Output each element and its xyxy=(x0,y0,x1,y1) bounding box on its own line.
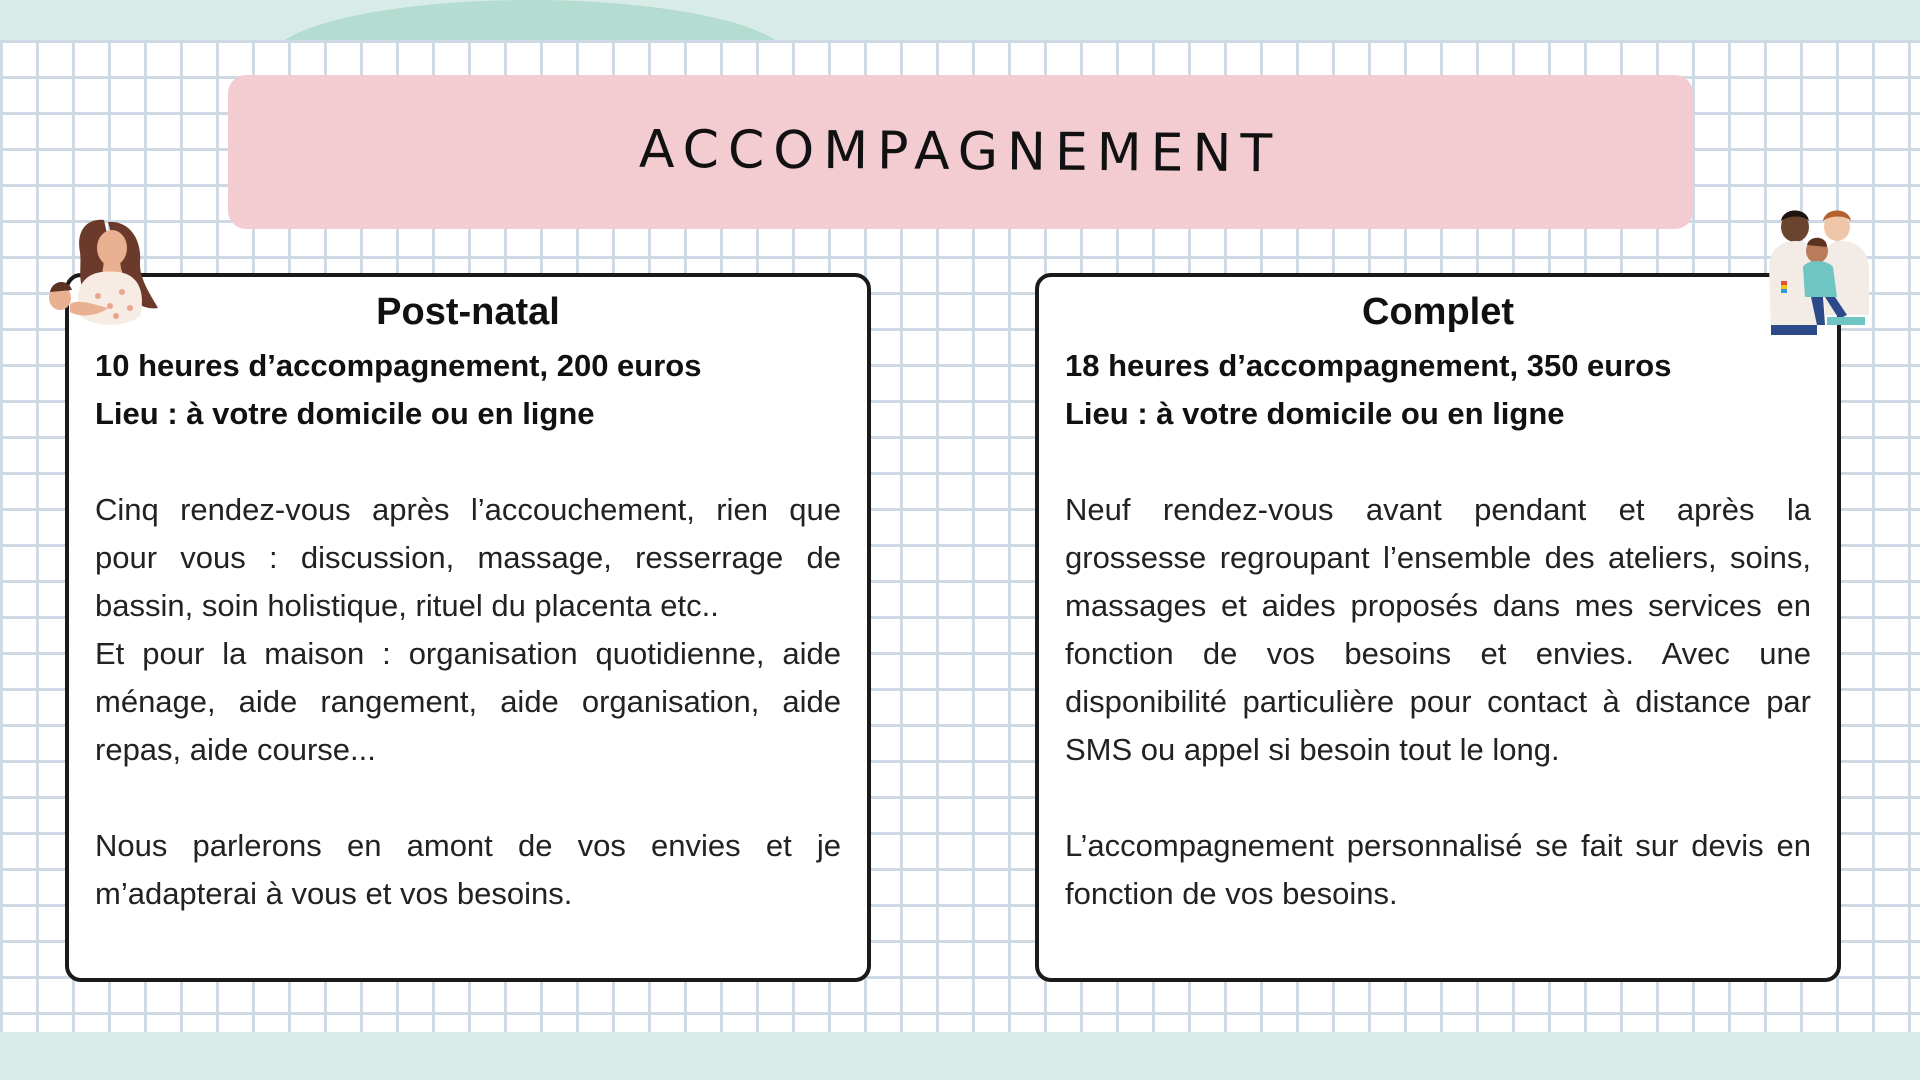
card-description: Nous parlerons en amont de vos envies et je m’adapterai à vous et vos besoins. xyxy=(95,828,841,911)
card-post-natal xyxy=(65,273,871,982)
card-title: Complet xyxy=(1362,291,1514,333)
card-description: Neuf rendez-vous avant pendant et après la grossesse regroupant l’ensemble des ateliers, soins, massages et aides proposés dans mes services en fonction de vos besoins et envies. Avec une disponibilité particulière pour contact à distance par SMS ou appel si besoin tout le long. xyxy=(1065,492,1811,767)
card-complet xyxy=(1035,273,1841,982)
card-body xyxy=(1065,342,1811,918)
card-title: Post-natal xyxy=(376,291,560,333)
card-body xyxy=(95,342,841,918)
top-band xyxy=(0,0,1920,40)
card-description: Et pour la maison : organisation quotidienne, aide ménage, aide rangement, aide organisation, aide repas, aide course... xyxy=(95,636,841,767)
top-wave-decoration xyxy=(270,0,790,40)
two-fathers-with-child-icon xyxy=(1765,205,1875,340)
card-price: 10 heures d’accompagnement, 200 euros xyxy=(95,348,702,383)
bottom-band xyxy=(0,1032,1920,1080)
page-header xyxy=(228,75,1693,229)
card-price: 18 heures d’accompagnement, 350 euros xyxy=(1065,348,1672,383)
mother-with-baby-icon xyxy=(46,212,166,332)
card-location: Lieu : à votre domicile ou en ligne xyxy=(1065,396,1565,431)
card-description: L’accompagnement personnalisé se fait sur devis en fonction de vos besoins. xyxy=(1065,828,1811,911)
page-title: ACCOMPAGNEMENT xyxy=(639,119,1282,185)
card-description: Cinq rendez-vous après l’accouchement, rien que pour vous : discussion, massage, resserrage de bassin, soin holistique, rituel du placenta etc.. xyxy=(95,492,841,623)
card-location: Lieu : à votre domicile ou en ligne xyxy=(95,396,595,431)
